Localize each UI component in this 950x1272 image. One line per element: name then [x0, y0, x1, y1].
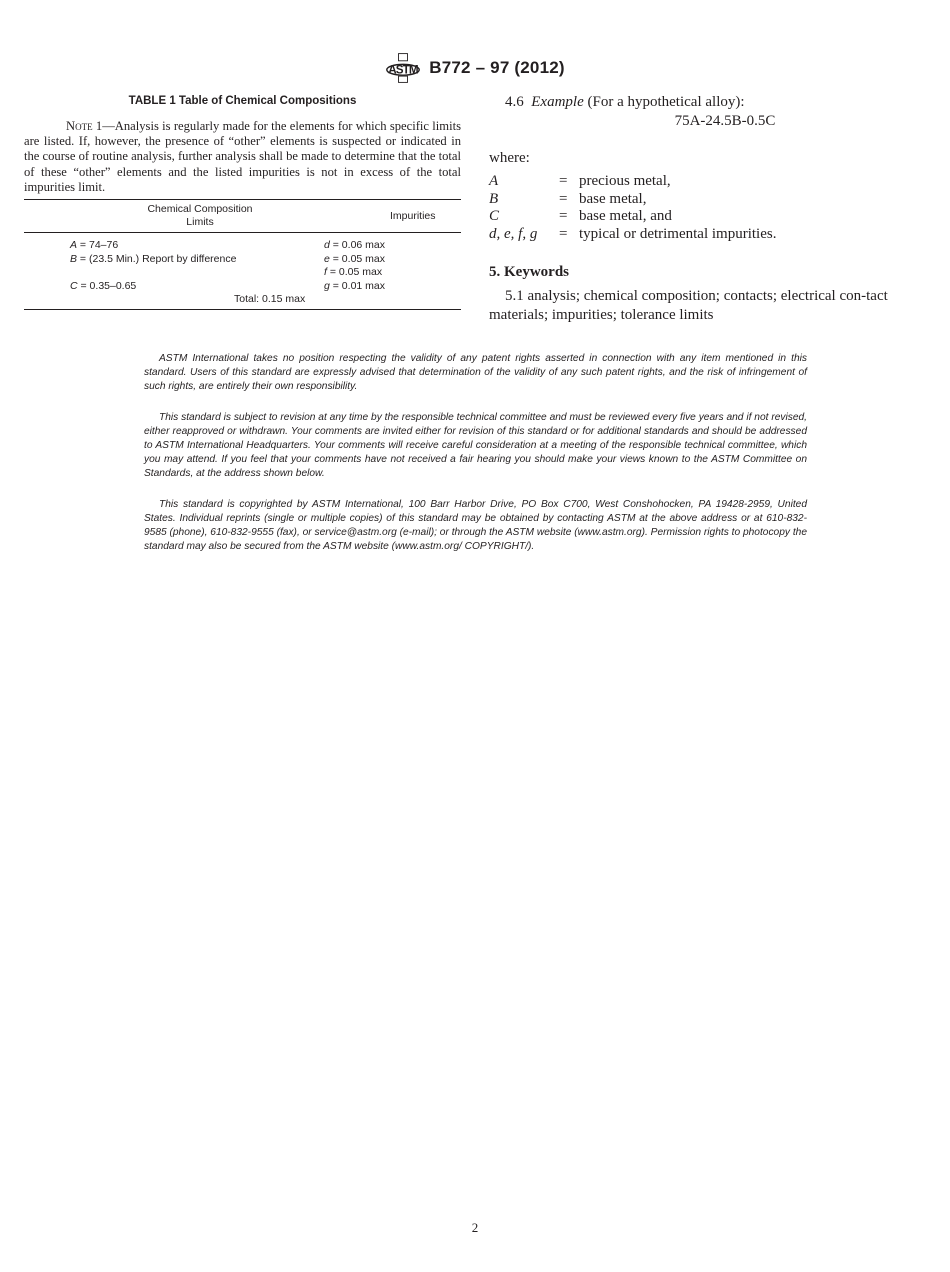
definition-meaning: typical or detrimental impurities.	[579, 225, 777, 242]
example-label: Example	[531, 94, 584, 110]
copyright-notice: This standard is copyrighted by ASTM International, 100 Barr Harbor Drive, PO Box C700, West Conshohocken, PA 19428-2959, United States. Individual reprints (single or multiple copies) of this standard may be obtained by contacting ASTM at the above address or at 610-832-9585 (phone), 610-832-9555 (fax), or service@astm.org (e-mail); or through the ASTM website (www.astm.org). Permission rights to photocopy the standard may also be secured from the ASTM website (www.astm.org/ COPYRIGHT/).	[144, 498, 807, 553]
impurity-value: = 0.05 max	[329, 252, 385, 265]
svg-text:ASTM: ASTM	[388, 63, 418, 77]
equals-sign: =	[559, 190, 568, 207]
total-cell: Total: 0.15 max	[24, 293, 461, 309]
right-column	[489, 93, 901, 325]
equals-sign: =	[559, 173, 568, 189]
column-header-line-1: Chemical Composition	[147, 203, 253, 216]
patent-notice: ASTM International takes no position respecting the validity of any patent rights asserted in connection with any item mentioned in this standard. Users of this standard are expressly advised that determination of the validity of any such patent rights, and the risk of infringement of such rights, are entirely their own responsibility.	[144, 353, 807, 393]
element-symbol: C	[70, 279, 78, 292]
impurity-symbol: g	[324, 279, 330, 292]
example-text: (For a hypothetical alloy):	[583, 94, 745, 110]
table-note	[24, 119, 461, 195]
impurity-cell	[324, 279, 461, 294]
table-row	[24, 253, 461, 267]
impurity-value: = 0.01 max	[329, 279, 385, 292]
limit-value: = 74–76	[77, 239, 119, 252]
definition-meaning: base metal, and	[579, 208, 672, 224]
definition-row	[489, 191, 901, 209]
definition-meaning: precious metal,	[579, 173, 671, 189]
impurity-value: = 0.05 max	[326, 266, 383, 279]
example-paragraph	[505, 93, 901, 112]
element-symbol: B	[70, 252, 78, 265]
chemical-composition-table	[24, 199, 461, 310]
note-label: Note 1	[66, 119, 103, 133]
definition-symbol: A	[489, 173, 499, 189]
astm-logo-icon	[385, 51, 421, 85]
table-title: TABLE 1 Table of Chemical Compositions	[128, 95, 357, 107]
note-text: —Analysis is regularly made for the elements for which specific limits are listed. If, however, the presence of “other” elements is suspected or indicated in the course of routine analysis, further analysis shall be made to determine that the total of these “other” elements and the listed impurities is not in excess of the total impurities limit.	[24, 119, 461, 194]
impurity-cell	[324, 252, 461, 267]
equals-sign: =	[559, 208, 568, 224]
limit-value: = (23.5 Min.) Report by difference	[77, 252, 237, 265]
definition-row	[489, 173, 901, 191]
definition-meaning: base metal,	[579, 190, 647, 207]
keywords-heading: 5. Keywords	[489, 264, 569, 280]
revision-notice: This standard is subject to revision at any time by the responsible technical committee and must be reviewed every five years and if not revised, either reapproved or withdrawn. Your comments are invited either for revision of this standard or for additional standards and should be addressed to ASTM International Headquarters. Your comments will receive careful consideration at a meeting of the responsible technical committee, which you may attend. If you feel that your comments have not received a fair hearing you should make your views known to the ASTM Committee on Standards, at the address shown below.	[144, 411, 807, 480]
where-label: where:	[489, 150, 530, 166]
page-number: 2	[471, 1220, 479, 1235]
table-row	[24, 280, 461, 294]
document-designation: B772 – 97 (2012)	[429, 58, 565, 77]
definition-row	[489, 226, 901, 244]
table-row	[24, 233, 461, 253]
impurity-symbol: d	[324, 239, 330, 252]
table-total-row	[24, 293, 461, 309]
column-header-line-2: Limits	[186, 216, 214, 229]
impurity-symbol: f	[324, 266, 327, 279]
impurity-value: = 0.06 max	[329, 239, 385, 252]
element-symbol: A	[70, 239, 78, 252]
definition-symbol: C	[489, 208, 500, 224]
limit-value: = 0.35–0.65	[77, 279, 137, 292]
equals-sign: =	[559, 225, 568, 242]
column-header-impurities: Impurities	[376, 200, 461, 233]
section-number: 4.6	[505, 94, 524, 110]
table-1-section	[24, 93, 461, 310]
definition-symbol: d, e, f, g	[489, 225, 538, 242]
page-header	[0, 50, 950, 86]
definition-row	[489, 208, 901, 226]
legal-notices	[144, 352, 807, 570]
impurity-symbol: e	[324, 252, 330, 265]
keywords-paragraph: 5.1 analysis; chemical composition; contacts; electrical con-tact materials; impurities; tolerance limits	[489, 288, 888, 323]
impurity-cell	[324, 233, 461, 253]
table-row	[24, 266, 461, 280]
definition-symbol: B	[489, 190, 499, 207]
column-header-limits	[24, 200, 376, 233]
alloy-formula: 75A-24.5B-0.5C	[674, 113, 776, 129]
definitions-list	[489, 173, 901, 243]
impurity-cell	[324, 266, 461, 280]
